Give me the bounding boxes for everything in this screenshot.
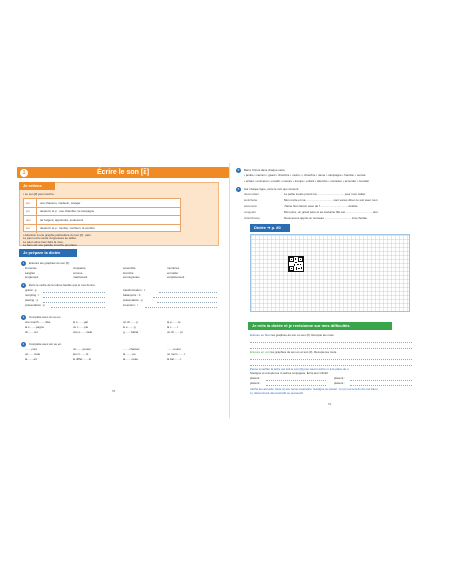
unit-number-badge: 1	[20, 169, 28, 177]
page-number: 58	[112, 389, 116, 393]
retiens-code: ein	[26, 209, 30, 213]
fill-word[interactable]: ........chasser	[123, 347, 140, 351]
fill-word[interactable]: ch........ter	[25, 330, 38, 334]
relis-color-label: Entoure en bleu	[250, 333, 271, 337]
fill-word[interactable]: le différ........ts	[73, 357, 91, 361]
exercise-2-item: placing : p	[25, 298, 39, 302]
retiens-code: aim	[26, 217, 31, 222]
relis-color-label: Entoure en vert	[250, 350, 270, 354]
retiens-code: ain	[26, 200, 30, 205]
exercise-2-item: balançoire : b	[123, 293, 141, 297]
qr-code-icon[interactable]	[288, 256, 304, 272]
word: immense	[25, 266, 37, 270]
exercise-2-item: rempling : r	[25, 293, 40, 297]
answer-line[interactable]	[145, 302, 217, 308]
fill-word[interactable]: le s........g	[123, 325, 136, 329]
retiens-text: devant b et p : une chambre, la campagne	[40, 209, 95, 213]
left-page	[17, 163, 229, 418]
fill-word[interactable]: la bal........t	[167, 357, 182, 361]
verify-note: Souligne et recopie les 4 verbes conjugués. Écris leur infinitif.	[250, 371, 329, 375]
fill-word[interactable]: les ci........ts	[73, 352, 89, 356]
exercise-2-instruction: Écris le verbe de la même famille que le mot donné.	[29, 282, 96, 287]
fill-word[interactable]: la........ceau	[123, 357, 138, 361]
word: sanglier	[25, 270, 36, 275]
word: ennnuyantes	[123, 275, 140, 279]
verb-label: placent :	[250, 381, 261, 385]
answer-line[interactable]	[51, 302, 105, 308]
word-option: vengeant	[244, 210, 256, 214]
exercise-3-instruction: Complète avec an ou en.	[29, 314, 62, 319]
page-title: Écrire le son [ɛ̃]	[96, 169, 150, 176]
exercise-6-number: 6	[237, 187, 240, 191]
fill-word[interactable]: la ........pe	[123, 352, 136, 356]
exercise-1-instruction: Entoure les graphies du son [ɛ̃].	[29, 260, 70, 265]
final-note: s), déterminant démonstratif ou possessif.	[250, 391, 304, 395]
answer-line[interactable]	[250, 360, 412, 366]
right-page	[229, 163, 435, 418]
exercise-2-item: invention : i	[123, 303, 138, 307]
fill-word[interactable]: un........pereur	[73, 347, 91, 351]
exercise-6-instruction: Sur chaque ligne, écris le mot qui convient.	[244, 186, 300, 191]
verb-label: placent :	[250, 376, 261, 380]
retiens-intro: • Le son [ɛ̃] peut s'écrire :	[23, 192, 56, 196]
fill-word[interactable]: le s........gal	[73, 320, 88, 324]
retiens-row	[24, 216, 180, 225]
fill-word[interactable]: ........core	[25, 347, 38, 351]
exercise-2-item: présentation : p	[25, 303, 45, 307]
retiens-note: Le faon est une gazelle mouche qui plane.	[23, 243, 78, 247]
verb-label: placent :	[334, 376, 345, 380]
fill-word[interactable]: g........babar	[123, 330, 139, 334]
final-note: Vérifie les accords. Note (s) les noms masculins. Souligne au pluriel : le (s) mot à la fin du mot bleu (	[250, 387, 379, 391]
retiens-row	[24, 199, 180, 208]
retiens-text: devant b et p : tomber, combien, la sombre	[40, 226, 95, 230]
relis-text: les graphies de son en et son (ɛ̃). Recopie les mots.	[269, 350, 337, 354]
retiens-row	[24, 225, 180, 234]
retiens-row	[24, 208, 180, 217]
fill-word[interactable]: un ch........p	[123, 320, 139, 324]
exercise-2-item: grand : g	[25, 288, 37, 292]
sentence[interactable]: Mon oncle et ma ................................. sont venus dîner ce soir avec mon	[284, 198, 378, 202]
fill-word[interactable]: un ch........pi	[167, 330, 183, 334]
intrus-row[interactable]: • jambe • camion • géant • chambre • moins • • chambre • ramer • campagne • framber • remise	[244, 173, 366, 177]
answer-line[interactable]	[250, 343, 412, 349]
fill-word[interactable]: un........bule	[25, 352, 41, 356]
word-option: ascension	[244, 204, 258, 208]
word: emmêler	[167, 270, 179, 275]
exercise-2-number: 2	[22, 283, 25, 287]
dictee-header: Dictée ➔ p. 80	[250, 224, 290, 232]
sentence[interactable]: J'aime bien lancer avec de l' ................................. violette.	[284, 204, 359, 208]
exercise-3-number: 3	[22, 315, 25, 319]
retiens-table	[23, 198, 181, 232]
relis-text: les graphies de son en son (ɛ̃). Recopie les mots.	[270, 333, 335, 337]
retiens-header: Je retiens	[19, 182, 55, 190]
retiens-text: une chanson, médecin, manger	[40, 200, 81, 205]
word: emplacement	[167, 275, 185, 279]
fill-word[interactable]: une march........dise	[25, 320, 51, 324]
exercise-4-instruction: Complète avec am ou en.	[29, 341, 62, 346]
sentence[interactable]: Mon père, un grand père et sa marraine fille est ................................. ans.	[284, 210, 379, 214]
exercise-2-item: transformation : t	[123, 288, 145, 292]
word: bronche	[123, 270, 134, 275]
word: ensemble	[123, 266, 136, 270]
sentence[interactable]: Nous avons appris un nouveau ................................. à la chorale.	[284, 216, 368, 220]
fill-word[interactable]: la l........t	[167, 325, 178, 329]
page-number: 59	[328, 402, 332, 406]
relis-header: Je relis la dictée et je revisionne sur mes difficultés	[248, 322, 392, 330]
writing-grid[interactable]	[250, 234, 410, 312]
fill-word[interactable]: une p........tade	[73, 330, 93, 334]
retiens-note: Le paon et la sonde d'opposées au début.	[23, 236, 77, 240]
exercise-1-number: 1	[22, 261, 25, 265]
fill-word[interactable]: la c........pagne	[25, 325, 44, 329]
answer-line[interactable]	[350, 380, 412, 386]
retiens-note: • Attention à une graphie particulière du son [ɛ̃] : parc.	[23, 232, 92, 237]
retiens-text: de l'argent, apprendre, seulement	[40, 217, 84, 222]
fill-word[interactable]: un t........ple	[73, 325, 89, 329]
retiens-note: Le paon aime bien faire la roue.	[23, 239, 64, 244]
word-option: chantchamp	[244, 216, 260, 220]
exercise-4-number: 4	[22, 342, 25, 346]
word: maintenant	[73, 275, 88, 279]
fill-word[interactable]: ........tourer	[167, 347, 181, 351]
exercise-5-instruction: Barre l'intrus dans chaque série.	[244, 167, 286, 172]
word: comme	[73, 270, 83, 275]
word: membres	[167, 266, 180, 270]
word-option: lentichette	[244, 198, 258, 202]
verify-note: Pense à vérifier la lettre qui suit le son [ɛ̃] pour savoir écrire m à la place de n.	[250, 367, 350, 371]
sentence[interactable]: Le petite souris prend ma ................................. pour mon cellier.	[284, 192, 366, 196]
exercise-2-item: présentation : p	[123, 298, 143, 302]
fill-word[interactable]: la........ert	[25, 357, 38, 361]
answer-line[interactable]	[266, 380, 326, 386]
prepare-header: Je prépare la dictée	[19, 249, 77, 257]
word: longtemps	[25, 275, 39, 279]
fill-word[interactable]: un mom........t	[167, 352, 185, 356]
word: cinquante	[73, 266, 86, 270]
word-option: descendant	[244, 192, 259, 196]
fill-word[interactable]: la p........te	[167, 320, 181, 324]
intrus-row[interactable]: • enfant • emmener • envahi • mesure • trempe • enfant • attendre • monsieur • amender • mendier	[244, 179, 370, 183]
verb-label: placent :	[334, 381, 345, 385]
exercise-5-number: 5	[237, 168, 240, 172]
retiens-code: em	[26, 226, 31, 230]
